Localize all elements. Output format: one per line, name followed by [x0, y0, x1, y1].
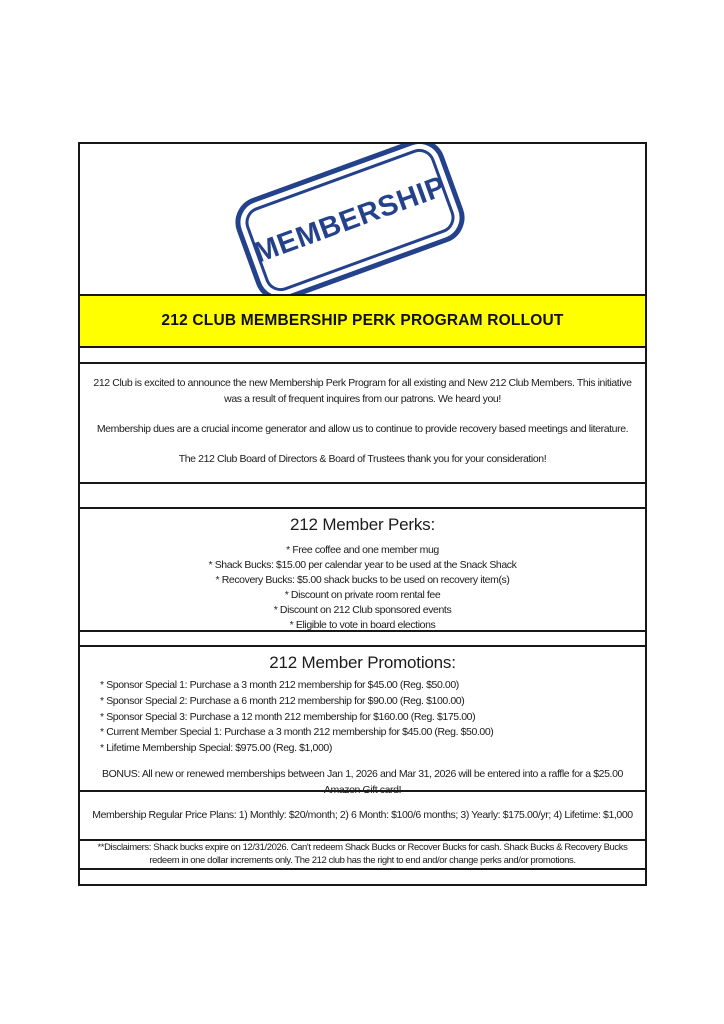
stamp-section [78, 142, 647, 296]
intro-paragraph-1: 212 Club is excited to announce the new Membership Perk Program for all existing and New 212 Club Members. This initiative was a result of frequent inquires from our patrons. We heard you! [93, 377, 632, 405]
membership-stamp-icon [228, 142, 472, 296]
intro-paragraph-3: The 212 Club Board of Directors & Board of Trustees thank you for your consideration! [178, 453, 547, 466]
intro-paragraph-2: Membership dues are a crucial income generator and allow us to continue to provide recovery based meetings and literature. [96, 423, 629, 435]
flyer-table [78, 142, 647, 886]
intro-section [78, 362, 647, 484]
page-title: 212 CLUB MEMBERSHIP PERK PROGRAM ROLLOUT [161, 312, 564, 329]
list-item: * Current Member Special 1: Purchase a 3 month 212 membership for $45.00 (Reg. $50.00) [100, 726, 494, 739]
list-item: * Discount on 212 Club sponsored events [273, 604, 452, 616]
stamp-inner-border [240, 144, 458, 295]
perks-section [78, 507, 647, 632]
list-item: * Sponsor Special 2: Purchase a 6 month 212 membership for $90.00 (Reg. $100.00) [100, 694, 465, 707]
promotions-heading: 212 Member Promotions: [269, 653, 456, 672]
disclaimer-section [78, 839, 647, 870]
list-item: * Sponsor Special 1: Purchase a 3 month 212 membership for $45.00 (Reg. $50.00) [100, 679, 459, 691]
pricing-text: Membership Regular Price Plans: 1) Monthly: $20/month; 2) 6 Month: $100/6 months; 3) Yearly: $175.00/yr; 4) Lifetime: $1,000 [92, 808, 633, 821]
spacer-row [78, 482, 647, 509]
list-item: * Lifetime Membership Special: $975.00 (Reg. $1,000) [100, 742, 332, 754]
list-item: * Free coffee and one member mug [286, 544, 439, 556]
stamp-text: MEMBERSHIP [249, 170, 450, 270]
title-banner [78, 294, 647, 348]
perks-list [88, 543, 637, 633]
promotions-list [88, 678, 637, 757]
list-item: * Sponsor Special 3: Purchase a 12 month 212 membership for $160.00 (Reg. $175.00) [100, 710, 476, 723]
list-item: * Shack Bucks: $15.00 per calendar year to be used at the Snack Shack [208, 559, 517, 571]
list-item: * Recovery Bucks: $5.00 shack bucks to be used on recovery item(s) [215, 574, 510, 586]
disclaimer-text: **Disclaimers: Shack bucks expire on 12/31/2026. Can't redeem Shack Bucks or Recover Bucks for cash. Shack Bucks & Recovery Bucks redeem in one dollar increments only. The 212 club has the right to end and/or change perks and/or promotions. [97, 841, 628, 866]
spacer-row [78, 868, 647, 886]
list-item: * Eligible to vote in board elections [289, 619, 436, 631]
perks-heading: 212 Member Perks: [290, 515, 435, 534]
list-item: * Discount on private room rental fee [284, 589, 441, 601]
promotions-section [78, 645, 647, 796]
bonus-note: BONUS: All new or renewed memberships between Jan 1, 2026 and Mar 31, 2026 will be entered into a raffle for a $25.00 Amazon Gift card! [102, 767, 623, 796]
